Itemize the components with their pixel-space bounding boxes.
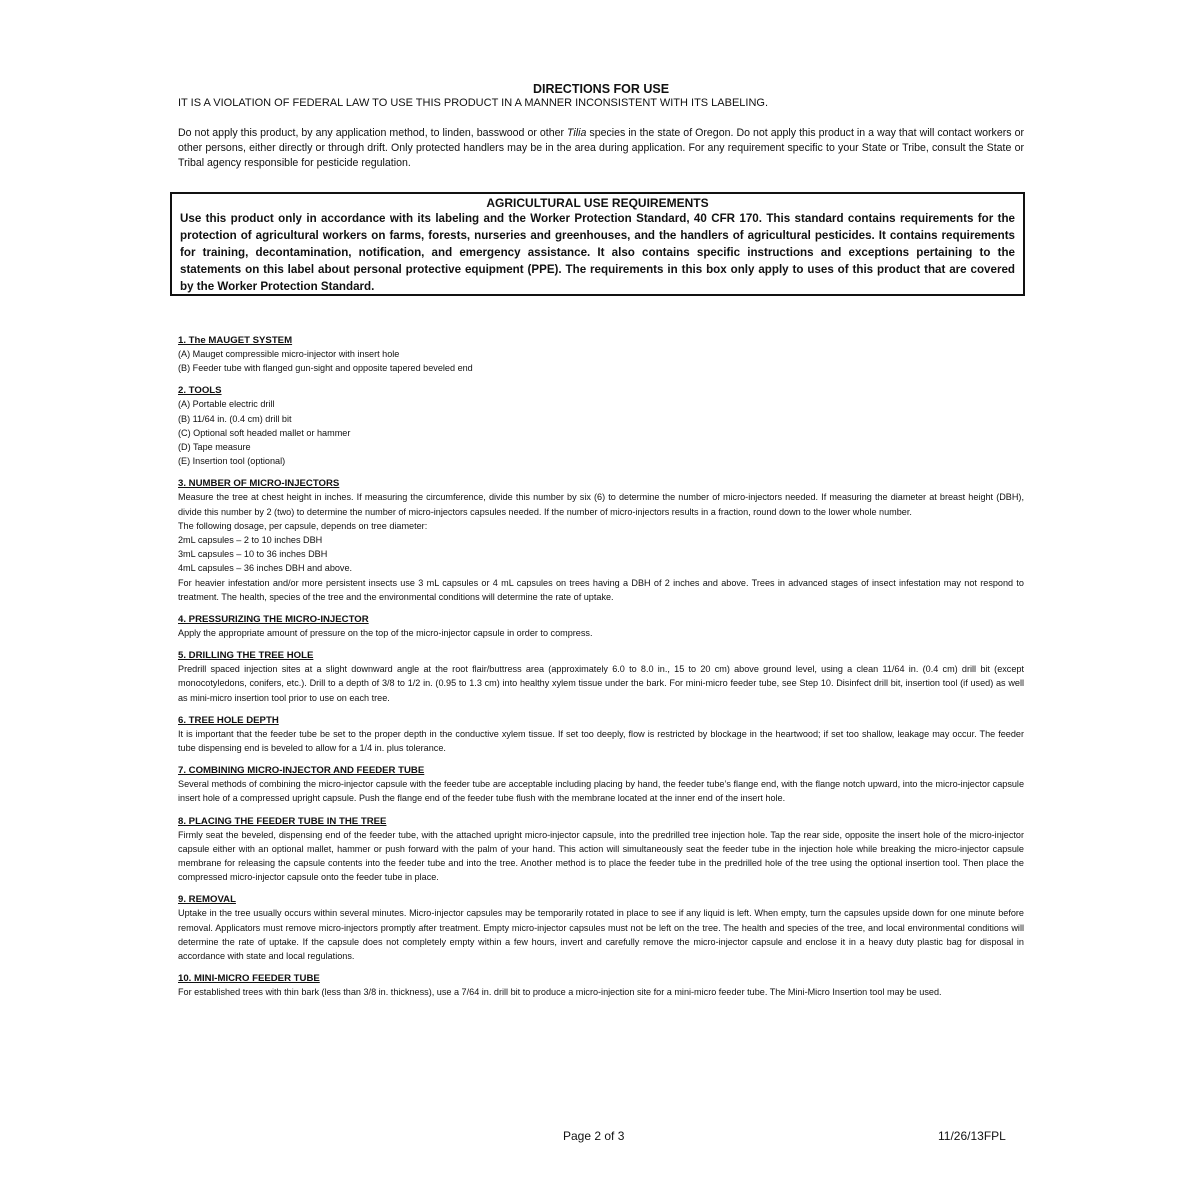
intro-italic-genus: Tilia: [567, 127, 587, 139]
list-item: (E) Insertion tool (optional): [178, 456, 286, 467]
section-pressurizing: [178, 613, 1024, 640]
section-paragraph: Apply the appropriate amount of pressure on the top of the micro-injector capsule in order to compress.: [178, 628, 593, 639]
list-item: (D) Tape measure: [178, 442, 251, 453]
page-number: Page 2 of 3: [563, 1129, 625, 1143]
section-combining: [178, 764, 1024, 805]
list-item: (B) 11/64 in. (0.4 cm) drill bit: [178, 413, 292, 424]
agricultural-use-title: AGRICULTURAL USE REQUIREMENTS: [486, 196, 709, 210]
intro-part-1: Do not apply this product, by any application method, to linden, basswood or other: [178, 127, 568, 139]
section-paragraph: Uptake in the tree usually occurs within several minutes. Micro-injector capsules may be temporarily rotated in place to see if any liquid is left. When empty, turn the capsules upside down for one minute before removal. Applicators must remove micro-injectors promptly after treatment. Empty micro-injector capsules must not be left on the tree. The health and species of the tree, and local environmental conditions will determine the rate of uptake. If the capsule does not completely empty within a few hours, invert and carefully remove the micro-injector capsule and enclose it in a heavy duty plastic bag for disposal in accordance with state and local regulations.: [178, 908, 1024, 962]
section-drilling: [178, 649, 1024, 705]
intro-paragraph: [178, 126, 1024, 171]
list-item: The following dosage, per capsule, depends on tree diameter:: [178, 520, 428, 531]
section-paragraph: Several methods of combining the micro-injector capsule with the feeder tube are acceptable including placing by hand, the feeder tube’s flange end, with the flange notch upward, into the micro-injector capsule insert hole of a compressed upright capsule. Push the flange end of the feeder tube flush with the membrane located at the inner end of the insert hole.: [178, 779, 1024, 804]
list-item: (A) Portable electric drill: [178, 399, 275, 410]
section-tree-hole-depth: [178, 714, 1024, 755]
section-heading: 3. NUMBER OF MICRO-INJECTORS: [178, 478, 340, 490]
section-tools: [178, 384, 1024, 468]
section-heading: 1. The MAUGET SYSTEM: [178, 335, 293, 346]
section-mauget-system: [178, 334, 1024, 375]
section-heading: 10. MINI-MICRO FEEDER TUBE: [178, 973, 320, 985]
list-item: 2mL capsules – 2 to 10 inches DBH: [178, 535, 323, 546]
page-title: DIRECTIONS FOR USE: [532, 82, 670, 96]
section-heading: 9. REMOVAL: [178, 894, 236, 906]
section-heading: 4. PRESSURIZING THE MICRO-INJECTOR: [178, 614, 369, 626]
section-paragraph: Predrill spaced injection sites at a slight downward angle at the root flair/buttress area (approximately 6.0 to 8.0 in., 15 to 20 cm) above ground level, using a clean 11/64 in. (0.4 cm) drill bit (except monocotyledons, conifers, etc.). Drill to a depth of 3/8 to 1/2 in. (0.95 to 1.3 cm) into healthy xylem tissue under the bark. For mini-micro feeder tube, see Step 10. Disinfect drill bit, insertion tool (if used) as well as mini-micro insertion tool prior to use on each tree.: [178, 664, 1024, 703]
federal-law-statement: IT IS A VIOLATION OF FEDERAL LAW TO USE THIS PRODUCT IN A MANNER INCONSISTENT WITH ITS LABELING.: [178, 97, 769, 109]
section-paragraph: Measure the tree at chest height in inches. If measuring the circumference, divide this number by six (6) to determine the number of micro-injectors needed. If measuring the diameter at breast height (DBH), divide this number by 2 (two) to determine the number of micro-injectors capsules needed. If the number of micro-injectors results in a fraction, round down to the lower whole number.: [178, 492, 1024, 517]
document-header: [178, 82, 1024, 171]
section-heading: 6. TREE HOLE DEPTH: [178, 714, 279, 726]
section-placing-feeder-tube: [178, 815, 1024, 885]
document-code: 11/26/13FPL: [938, 1129, 1006, 1143]
section-heading: 5. DRILLING THE TREE HOLE: [178, 650, 314, 662]
list-item: 3mL capsules – 10 to 36 inches DBH: [178, 549, 328, 560]
list-item: (C) Optional soft headed mallet or hammer: [178, 427, 351, 438]
section-heading: 7. COMBINING MICRO-INJECTOR AND FEEDER TUBE: [178, 765, 425, 777]
agricultural-use-box: [170, 192, 1025, 296]
list-item: (B) Feeder tube with flanged gun-sight and opposite tapered beveled end: [178, 363, 473, 374]
section-paragraph: Firmly seat the beveled, dispensing end of the feeder tube, with the attached upright micro-injector capsule, into the predrilled tree injection hole. Tap the rear side, opposite the insert hole of the micro-injector capsule either with an optional mallet, hammer or push forward with the palm of your hand. This action will simultaneously seat the feeder tube in the injection hole while breaking the micro-injector capsule membrane for releasing the capsule contents into the feeder tube and into the tree. Another method is to place the feeder tube in the predrilled hole of the tree using the optional insertion tool. Then place the compressed micro-injector capsule onto the feeder tube in place.: [178, 829, 1024, 883]
section-paragraph: For established trees with thin bark (less than 3/8 in. thickness), use a 7/64 in. drill bit to produce a micro-injection site for a mini-micro feeder tube. The Mini-Micro Insertion tool may be used.: [178, 987, 942, 998]
section-heading: 8. PLACING THE FEEDER TUBE IN THE TREE: [178, 815, 387, 827]
section-mini-micro: [178, 972, 1024, 999]
instruction-steps: [178, 334, 1024, 1009]
section-paragraph: For heavier infestation and/or more persistent insects use 3 mL capsules or 4 mL capsules on trees having a DBH of 2 inches and above. Trees in advanced stages of insect infestation may not respond to treatment. The health, species of the tree and the environmental conditions will determine the rate of uptake.: [178, 577, 1024, 602]
intro-part-2: species in the state of Oregon. Do not apply this product in a way that will contact workers or other persons, either directly or through drift. Only protected handlers may be in the area during application. For any requirement specific to your State or Tribe, consult the State or Tribal agency responsible for pesticide regulation.: [178, 127, 1025, 169]
agricultural-use-text: Use this product only in accordance with its labeling and the Worker Protection Standard, 40 CFR 170. This standard contains requirements for the protection of agricultural workers on farms, forests, nurseries and greenhouses, and the handlers of agricultural pesticides. It contains requirements for training, decontamination, notification, and emergency assistance. It also contains specific instructions and exceptions pertaining to the statements on this label about personal protective equipment (PPE). The requirements in this box only apply to uses of this product that are covered by the Worker Protection Standard.: [180, 212, 1015, 293]
section-number-of-micro-injectors: [178, 477, 1024, 604]
section-removal: [178, 893, 1024, 963]
list-item: 4mL capsules – 36 inches DBH and above.: [178, 563, 353, 574]
section-heading: 2. TOOLS: [178, 385, 222, 397]
list-item: (A) Mauget compressible micro-injector with insert hole: [178, 349, 400, 359]
section-paragraph: It is important that the feeder tube be set to the proper depth in the conductive xylem tissue. If set too deeply, flow is restricted by blockage in the heartwood; if set too shallow, leakage may occur. The feeder tube dispensing end is beveled to allow for a 1/4 in. plus tolerance.: [178, 728, 1024, 754]
